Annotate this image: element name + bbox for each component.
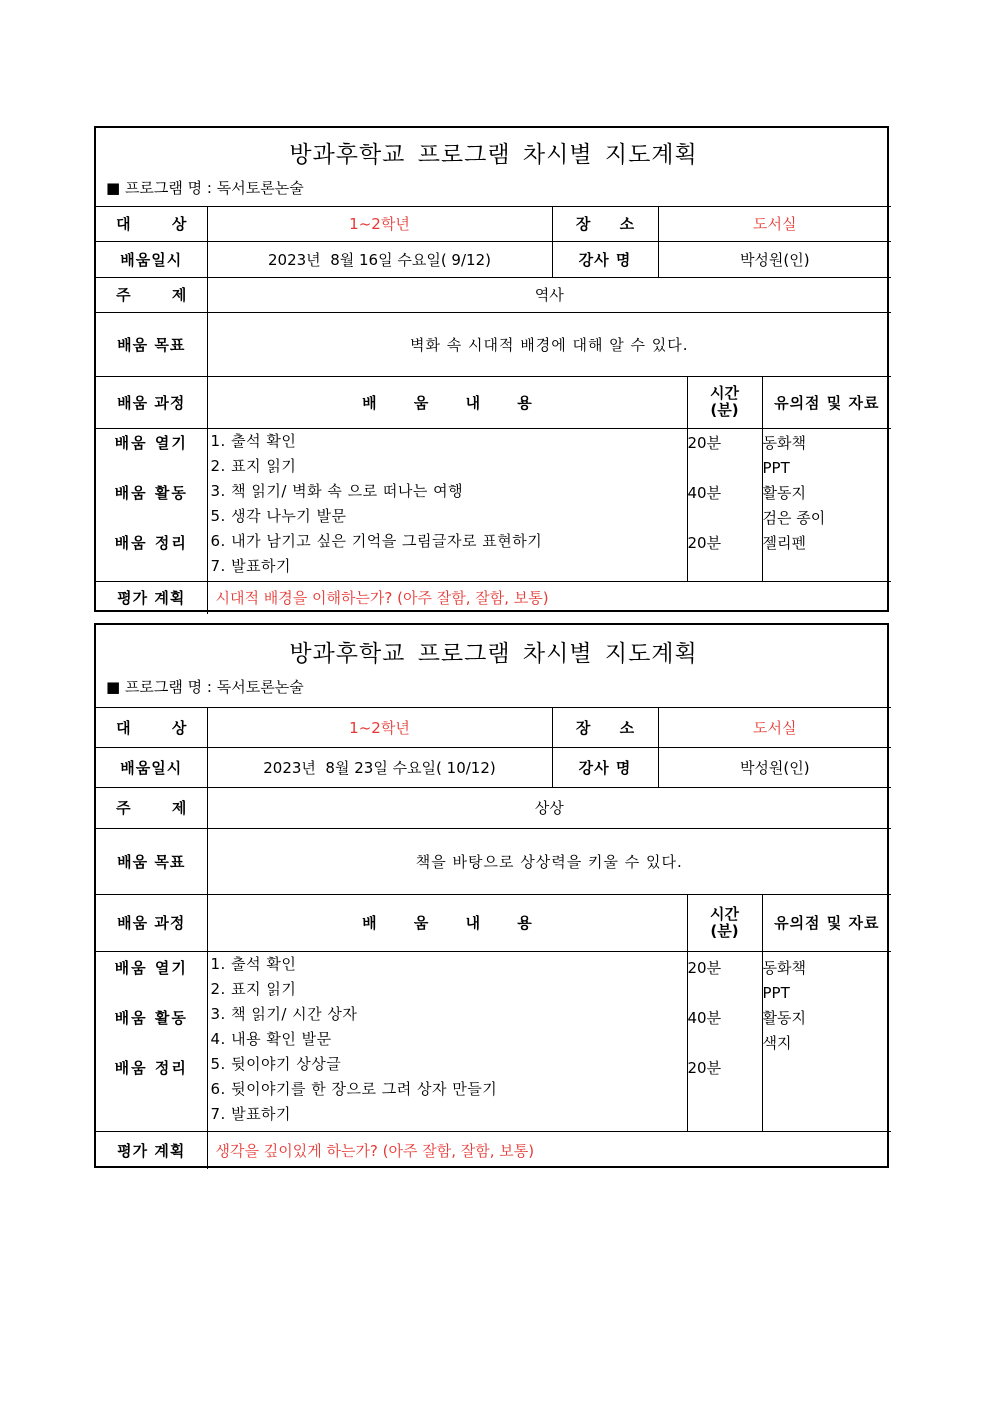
time-column [687,951,762,1131]
stage-item [96,506,207,531]
time-item [688,456,762,481]
material-item: 검은 종이 [762,508,826,527]
instructor-label: 강사 명 [552,241,658,277]
date-value: 2023년 8월 23일 수요일( 10/12) [207,747,552,787]
stage-column [96,951,207,1131]
topic-value: 상상 [207,787,891,828]
step-item: 5. 생각 나누기 발문 [210,506,347,525]
lesson-plan-table [96,128,891,614]
material-item: 활동지 [762,483,806,502]
stage-item: 배움 활동 [114,1008,188,1027]
target-label: 대 상 [96,707,207,747]
date-label: 배움일시 [96,241,207,277]
instructor-label: 강사 명 [552,747,658,787]
stage-item [96,981,207,1006]
content-header: 배 움 내 용 [207,376,687,428]
material-item [763,1056,892,1081]
material-item: 동화책 [762,433,806,452]
place-label: 장 소 [552,707,658,747]
stage-item: 배움 열기 [114,958,188,977]
date-value: 2023년 8월 16일 수요일( 9/12) [207,241,552,277]
target-label: 대 상 [96,206,207,241]
step-item: 3. 책 읽기/ 시간 상자 [210,1004,358,1023]
step-item: 7. 발표하기 [210,556,292,575]
topic-label: 주 제 [96,787,207,828]
material-item: PPT [762,983,790,1002]
stage-item: 배움 정리 [114,1058,188,1077]
material-item: 동화책 [762,958,806,977]
content-header: 배 움 내 용 [207,894,687,951]
place-label: 장 소 [552,206,658,241]
instructor-value: 박성원(인) [658,241,891,277]
time-item [688,506,762,531]
plan-title: 방과후학교 프로그램 차시별 지도계획 [289,640,698,667]
material-item [763,1106,892,1131]
time-header-line2: (분) [710,921,739,940]
instructor-value: 박성원(인) [658,747,891,787]
step-item: 6. 뒷이야기를 한 장으로 그려 상자 만들기 [210,1079,498,1098]
plan-header [96,128,891,206]
time-item: 20분 [687,533,722,552]
goal-label: 배움 목표 [96,828,207,894]
stage-item [96,456,207,481]
stage-column [96,428,207,581]
step-item: 2. 표지 읽기 [210,456,297,475]
time-header-line2: (분) [710,401,739,419]
target-value: 1~2학년 [207,206,552,241]
time-item: 20분 [687,1058,722,1077]
time-header-line1: 시간 [710,384,739,402]
steps-column [207,428,687,581]
stage-item [96,1031,207,1056]
material-item [763,1081,892,1106]
time-column [687,428,762,581]
material-item: 젤리펜 [762,533,806,552]
materials-column [762,951,891,1131]
process-label: 배움 과정 [96,376,207,428]
steps-column [207,951,687,1131]
material-item: 활동지 [762,1008,806,1027]
plan-title: 방과후학교 프로그램 차시별 지도계획 [289,141,698,168]
plan-header [96,625,891,707]
stage-item: 배움 정리 [114,533,188,552]
stage-item [96,1106,207,1131]
time-header [687,894,762,951]
material-item [763,556,892,581]
time-item [688,556,762,581]
time-item [688,981,762,1006]
notes-header: 유의점 및 자료 [762,894,891,951]
time-item: 20분 [687,433,722,452]
time-item: 40분 [687,1008,722,1027]
process-label: 배움 과정 [96,894,207,951]
time-item [688,1081,762,1106]
evaluation-label: 평가 계획 [96,1131,207,1169]
program-name: ■ 프로그램 명 : 독서토론논술 [106,178,304,197]
goal-value: 책을 바탕으로 상상력을 키울 수 있다. [207,828,891,894]
step-item: 1. 출석 확인 [210,431,297,450]
step-item: 6. 내가 남기고 싶은 기억을 그림글자로 표현하기 [210,531,543,550]
lesson-plan-table [96,625,891,1169]
step-item: 1. 출석 확인 [210,954,297,973]
material-item: PPT [762,458,790,477]
time-header [687,376,762,428]
material-item: 색지 [762,1033,792,1052]
goal-label: 배움 목표 [96,312,207,376]
step-item: 2. 표지 읽기 [210,979,297,998]
step-item: 5. 뒷이야기 상상글 [210,1054,342,1073]
materials-column [762,428,891,581]
step-item: 4. 내용 확인 발문 [210,1029,332,1048]
evaluation-value: 시대적 배경을 이해하는가? (아주 잘함, 잘함, 보통) [207,581,891,614]
place-value: 도서실 [658,707,891,747]
program-name: ■ 프로그램 명 : 독서토론논술 [106,677,304,696]
stage-item [96,1081,207,1106]
step-item: 3. 책 읽기/ 벽화 속 으로 떠나는 여행 [210,481,464,500]
time-item: 40분 [687,483,722,502]
topic-value: 역사 [207,277,891,312]
topic-label: 주 제 [96,277,207,312]
evaluation-value: 생각을 깊이있게 하는가? (아주 잘함, 잘함, 보통) [207,1131,891,1169]
goal-value: 벽화 속 시대적 배경에 대해 알 수 있다. [207,312,891,376]
lesson-plan-2 [94,623,889,1168]
step-item: 7. 발표하기 [210,1104,292,1123]
place-value: 도서실 [658,206,891,241]
stage-item: 배움 활동 [114,483,188,502]
notes-header: 유의점 및 자료 [762,376,891,428]
stage-item: 배움 열기 [114,433,188,452]
time-item [688,1031,762,1056]
date-label: 배움일시 [96,747,207,787]
time-header-line1: 시간 [710,904,739,923]
target-value: 1~2학년 [207,707,552,747]
time-item [688,1106,762,1131]
evaluation-label: 평가 계획 [96,581,207,614]
time-item: 20분 [687,958,722,977]
stage-item [96,556,207,581]
lesson-plan-1 [94,126,889,612]
